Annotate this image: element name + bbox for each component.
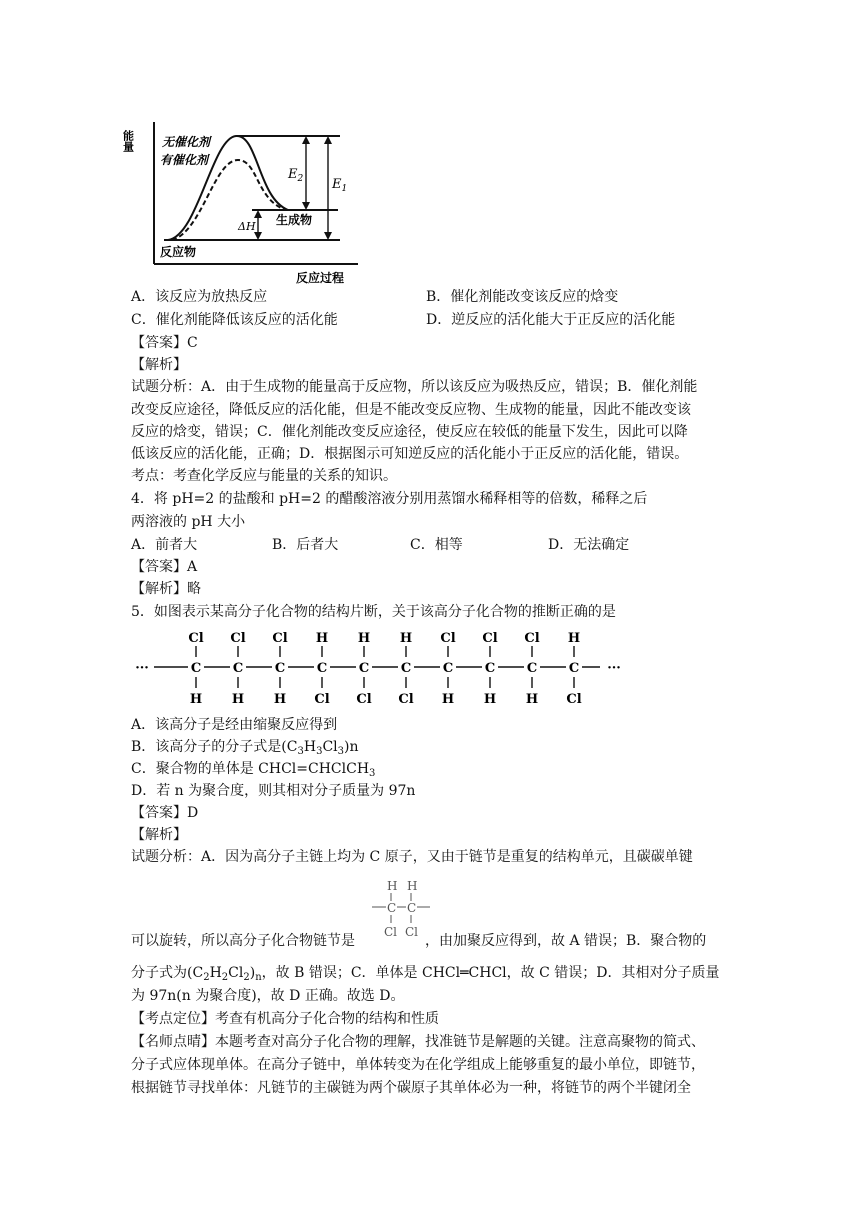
no-catalyst-curve: [168, 136, 288, 240]
q3-option-d: D．逆反应的活化能大于正反应的活化能: [426, 312, 676, 328]
chain-bottom-atom: Cl: [314, 692, 330, 707]
chain-carbon: C: [526, 661, 538, 676]
chain-dots-right: ···: [607, 661, 621, 676]
q5-kaodian: 【考点定位】考查有机高分子化合物的结构和性质: [131, 1011, 439, 1027]
reactant-label: 反应物: [160, 245, 197, 259]
q3-option-b: B．催化剂能改变该反应的焓变: [426, 289, 619, 305]
q3-option-c: C．催化剂能降低该反应的活化能: [131, 312, 338, 328]
svg-text:Cl: Cl: [384, 925, 398, 939]
chain-carbon: C: [442, 661, 454, 676]
chain-carbon: C: [484, 661, 496, 676]
chain-bottom-atom: Cl: [356, 692, 372, 707]
q4-option-b: B．后者大: [272, 537, 339, 553]
q4-stem-line-1: 4．将 pH=2 的盐酸和 pH=2 的醋酸溶液分别用蒸馏水稀释相等的倍数，稀释之后: [131, 491, 648, 507]
q5-analysis-line-2: 可以旋转，所以高分子化合物链节是 ，由加聚反应得到，故 A 错误；B．聚合物的: [131, 933, 707, 949]
svg-text:H: H: [387, 879, 398, 893]
polymer-structure: [128, 626, 638, 708]
chain-top-atom: Cl: [524, 631, 540, 646]
q5-option-c: C．聚合物的单体是 CHCl=CHClCH$_3$: [131, 761, 376, 779]
q4-answer: 【答案】A: [131, 559, 198, 575]
q4-analysis: 【解析】略: [131, 581, 201, 597]
chain-bottom-atom: Cl: [566, 692, 582, 707]
svg-text:Cl: Cl: [405, 925, 419, 939]
no-catalyst-label: 无催化剂: [162, 135, 211, 149]
q4-option-c: C．相等: [410, 537, 463, 553]
q5-option-d: D．若 n 为聚合度，则其相对分子质量为 97n: [131, 783, 416, 799]
chain-bottom-atom: H: [483, 692, 497, 707]
catalyst-label: 有催化剂: [160, 153, 209, 167]
chain-bottom-atom: H: [189, 692, 203, 707]
q5-dianjing-line-3: 根据链节寻找单体：凡链节的主碳链为两个碳原子其单体必为一种，将链节的两个半键闭全: [131, 1080, 691, 1096]
svg-text:C: C: [387, 901, 397, 915]
chain-dots-left: ···: [135, 661, 149, 676]
q3-point: 考点：考查化学反应与能量的关系的知识。: [131, 468, 397, 484]
chain-carbon: C: [400, 661, 412, 676]
product-label: 生成物: [276, 213, 313, 227]
chain-top-atom: Cl: [482, 631, 498, 646]
chain-top-atom: H: [567, 631, 581, 646]
catalyst-curve: [172, 160, 286, 240]
chain-bottom-atom: H: [441, 692, 455, 707]
q5-analysis-line-1: 试题分析：A．因为高分子主链上均为 C 原子，又由于链节是重复的结构单元，且碳碳单键: [131, 849, 693, 865]
e2-label: $E_2$: [288, 167, 304, 184]
q5-answer: 【答案】D: [131, 805, 199, 821]
q4-option-d: D．无法确定: [548, 537, 630, 553]
q3-answer: 【答案】C: [131, 335, 198, 351]
repeat-unit-structure: [372, 876, 436, 938]
chain-carbon: C: [232, 661, 244, 676]
chain-top-atom: Cl: [230, 631, 246, 646]
q5-analysis-line-4: 为 97n(n 为聚合度)，故 D 正确。故选 D。: [131, 988, 405, 1004]
chain-carbon: C: [274, 661, 286, 676]
chain-bottom-atom: H: [525, 692, 539, 707]
q3-option-a: A．该反应为放热反应: [131, 289, 268, 305]
energy-diagram: [121, 108, 368, 286]
svg-text:C: C: [407, 901, 417, 915]
q5-option-b: B．该高分子的分子式是$(C_3H_3Cl_3)n$: [131, 739, 359, 757]
chain-bottom-atom: H: [273, 692, 287, 707]
chain-carbon: C: [568, 661, 580, 676]
q4-option-a: A．前者大: [131, 537, 198, 553]
chain-top-atom: Cl: [440, 631, 456, 646]
q5-dianjing-line-2: 分子式应体现单体。在高分子链中，单体转变为在化学组成上能够重复的最小单位，即链节，: [131, 1057, 705, 1073]
chain-top-atom: H: [315, 631, 329, 646]
q5-dianjing-line-1: 【名师点晴】本题考查对高分子化合物的理解，找准链节是解题的关键。注意高聚物的简式、: [131, 1034, 705, 1050]
chain-carbon: C: [358, 661, 370, 676]
q3-analysis-line-3: 反应的焓变，错误；C．催化剂能改变反应途径，使反应在较低的能量下发生，因此可以降: [131, 424, 688, 440]
chain-carbon: C: [190, 661, 202, 676]
chain-top-atom: H: [357, 631, 371, 646]
svg-text:H: H: [407, 879, 418, 893]
dh-label: ΔH: [238, 220, 256, 233]
chain-carbon: C: [316, 661, 328, 676]
q5-option-a: A．该高分子是经由缩聚反应得到: [131, 717, 338, 733]
q5-analysis-line-3: 分子式为$(C_2H_2Cl_2)_n$，故 B 错误；C．单体是 CHCl═CHCl，故 C 错误；D．其相对分子质量: [131, 965, 720, 983]
chain-bottom-atom: H: [231, 692, 245, 707]
chain-top-atom: Cl: [188, 631, 204, 646]
chain-top-atom: H: [399, 631, 413, 646]
q5-analysis-label: 【解析】: [131, 827, 187, 843]
q3-analysis-label: 【解析】: [131, 357, 187, 373]
q3-analysis-line-2: 改变反应途径，降低反应的活化能，但是不能改变反应物、生成物的能量，因此不能改变该: [131, 402, 691, 418]
chain-top-atom: Cl: [272, 631, 288, 646]
chain-bottom-atom: Cl: [398, 692, 414, 707]
q3-analysis-line-1: 试题分析：A．由于生成物的能量高于反应物，所以该反应为吸热反应，错误；B．催化剂能: [131, 379, 698, 395]
q4-stem-line-2: 两溶液的 pH 大小: [131, 514, 246, 530]
e1-label: $E_1$: [332, 177, 348, 194]
q3-analysis-line-4: 低该反应的活化能，正确；D．根据图示可知逆反应的活化能小于正反应的活化能，错误。: [131, 446, 689, 462]
q5-stem: 5．如图表示某高分子化合物的结构片断，关于该高分子化合物的推断正确的是: [131, 604, 616, 620]
x-axis-label: 反应过程: [296, 271, 345, 285]
y-axis-label: 能量: [121, 130, 135, 152]
